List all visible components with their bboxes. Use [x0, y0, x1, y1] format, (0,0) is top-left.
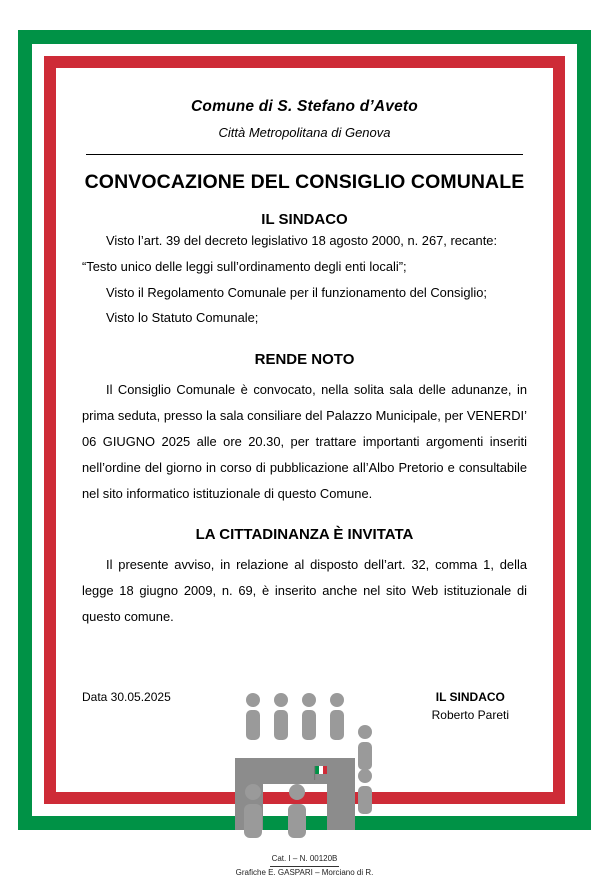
notice-sheet [56, 68, 553, 792]
premise-line: Visto il Regolamento Comunale per il funzionamento del Consiglio; [106, 284, 487, 300]
premise-line: Visto l’art. 39 del decreto legislativo 18 agosto 2000, n. 267, recante: [106, 233, 498, 248]
section-heading-mayor: IL SINDACO [261, 211, 348, 228]
notice-body: Il Consiglio Comunale è convocato, nella solita sala delle adunanze, in prima seduta, presso la sala consiliare del Palazzo Municipale, per VENERDI’ 06 GIUGNO 2025 alle ore 20.30, per trattare importanti argomenti inseriti nell’ordine del giorno in corso di pubblicazione all’Albo Pretorio e consultabile nel sito informatico istituzionale di questo Comune. [82, 382, 527, 501]
signatory-name: Roberto Pareti [431, 708, 509, 722]
councillor-figure [358, 725, 372, 814]
page-title: CONVOCAZIONE DEL CONSIGLIO COMUNALE [84, 171, 525, 193]
notice-poster [18, 30, 591, 830]
councillor-figure [244, 784, 306, 838]
poster-red-band [44, 56, 565, 804]
premise-line: Visto lo Statuto Comunale; [106, 310, 259, 326]
header-divider [86, 154, 523, 155]
signature-block [432, 690, 527, 722]
section-heading-invitation: LA CITTADINANZA È INVITATA [195, 526, 414, 544]
municipality-name: Comune di S. Stefano d’Aveto [191, 98, 418, 115]
section-heading-notice: RENDE NOTO [254, 351, 355, 369]
signatory-role: IL SINDACO [435, 690, 505, 704]
metropolitan-area: Città Metropolitana di Genova [218, 125, 391, 140]
poster-white-band [32, 44, 577, 816]
premise-block [82, 228, 527, 331]
councillor-figure [246, 693, 344, 740]
closing-body: Il presente avviso, in relazione al disposto dell’art. 32, comma 1, della legge 18 giugno 2009, n. 69, è inserito anche nel sito Web istituzionale di questo comune. [82, 557, 527, 624]
imprint-catalog-code: Cat. I – N. 00120B [270, 853, 340, 867]
imprint-printer: Grafiche E. GASPARI – Morciano di R. [235, 867, 374, 877]
council-meeting-illustration [205, 680, 405, 840]
printer-imprint [0, 853, 609, 878]
premise-line: “Testo unico delle leggi sull’ordinamento degli enti locali”; [82, 258, 407, 274]
notice-date: Data 30.05.2025 [82, 690, 171, 704]
